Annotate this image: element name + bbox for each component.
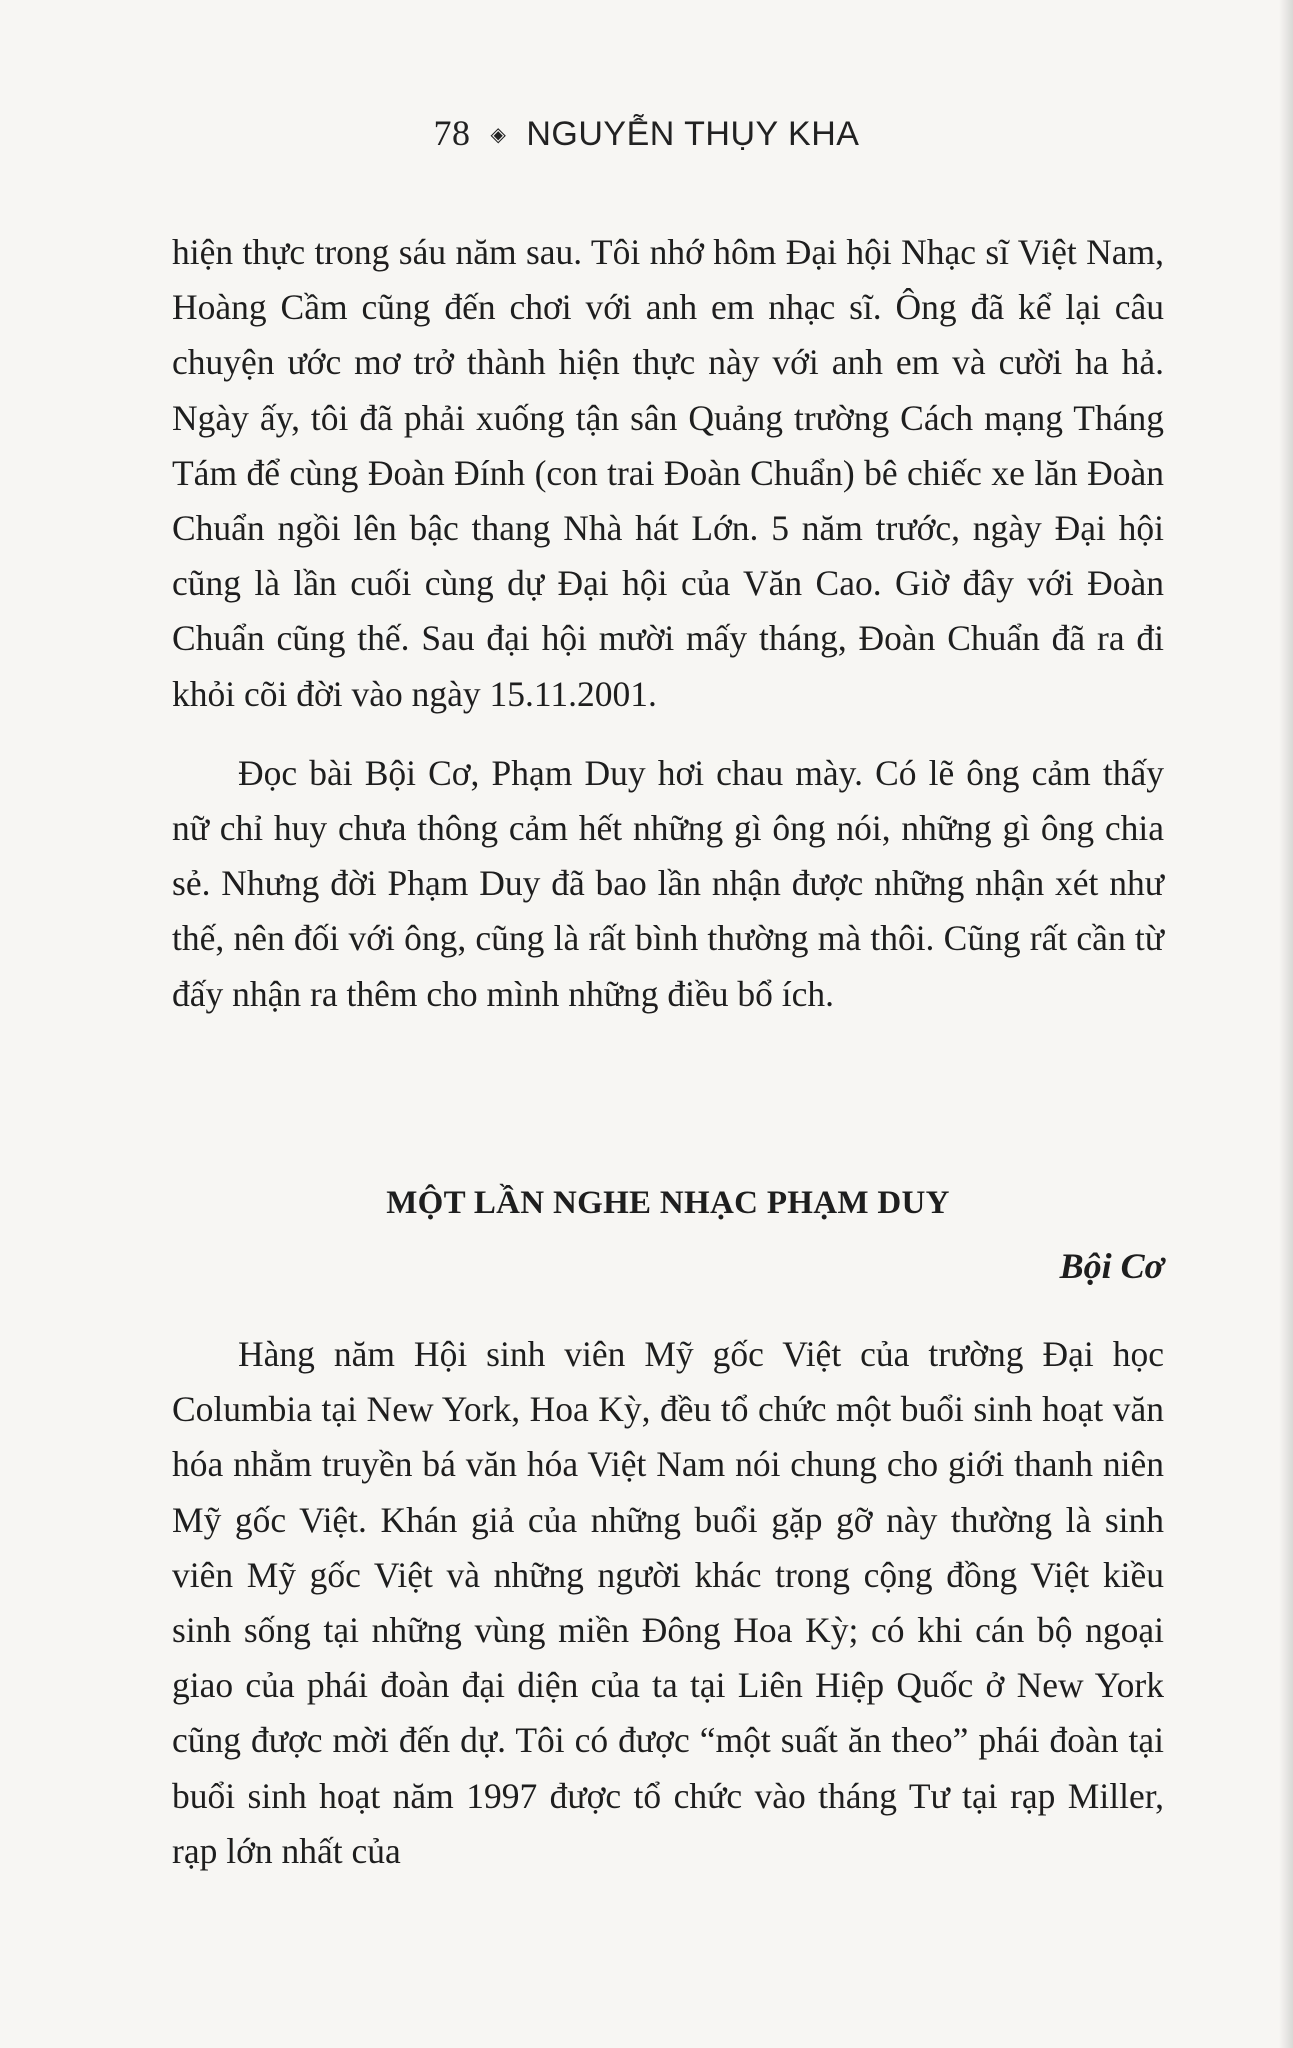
- paragraph: Hàng năm Hội sinh viên Mỹ gốc Việt của trường Đại học Columbia tại New York, Hoa Kỳ, đều tổ chức một buổi sinh hoạt văn hóa nhằm truyền bá văn hóa Việt Nam nói chung cho giới thanh niên Mỹ gốc Việt. Khán giả của những buổi gặp gỡ này thường là sinh viên Mỹ gốc Việt và những người khác trong cộng đồng Việt kiều sinh sống tại những vùng miền Đông Hoa Kỳ; có khi cán bộ ngoại giao của phái đoàn đại diện của ta tại Liên Hiệp Quốc ở New York cũng được mời đến dự. Tôi có được “một suất ăn theo” phái đoàn tại buổi sinh hoạt năm 1997 được tổ chức vào tháng Tư tại rạp Miller, rạp lớn nhất của: [172, 1334, 1164, 1871]
- section-author: Bội Cơ: [1059, 1246, 1164, 1286]
- running-title: NGUYỄN THỤY KHA: [526, 115, 860, 153]
- body-text-bottom: [172, 1327, 1164, 1879]
- page-number: 78: [433, 113, 471, 153]
- paragraph: hiện thực trong sáu năm sau. Tôi nhớ hôm Đại hội Nhạc sĩ Việt Nam, Hoàng Cầm cũng đến chơi với anh em nhạc sĩ. Ông đã kể lại câu chuyện ước mơ trở thành hiện thực này với anh em và cười ha hả. Ngày ấy, tôi đã phải xuống tận sân Quảng trường Cách mạng Tháng Tám để cùng Đoàn Đính (con trai Đoàn Chuẩn) bê chiếc xe lăn Đoàn Chuẩn ngồi lên bậc thang Nhà hát Lớn. 5 năm trước, ngày Đại hội cũng là lần cuối cùng dự Đại hội của Văn Cao. Giờ đây với Đoàn Chuẩn cũng thế. Sau đại hội mười mấy tháng, Đoàn Chuẩn đã ra đi khỏi cõi đời vào ngày 15.11.2001.: [172, 232, 1164, 714]
- header-separator-icon: ◈: [490, 124, 507, 146]
- running-header: [0, 112, 1293, 154]
- section-title: MỘT LẦN NGHE NHẠC PHẠM DUY: [386, 1185, 950, 1221]
- page-edge-shadow: [1279, 0, 1293, 2048]
- body-text-top: [172, 225, 1164, 1022]
- paragraph: Đọc bài Bội Cơ, Phạm Duy hơi chau mày. Có lẽ ông cảm thấy nữ chỉ huy chưa thông cảm hết những gì ông nói, những gì ông chia sẻ. Nhưng đời Phạm Duy đã bao lần nhận được những nhận xét như thế, nên đối với ông, cũng là rất bình thường mà thôi. Cũng rất cần từ đấy nhận ra thêm cho mình những điều bổ ích.: [172, 752, 1164, 1014]
